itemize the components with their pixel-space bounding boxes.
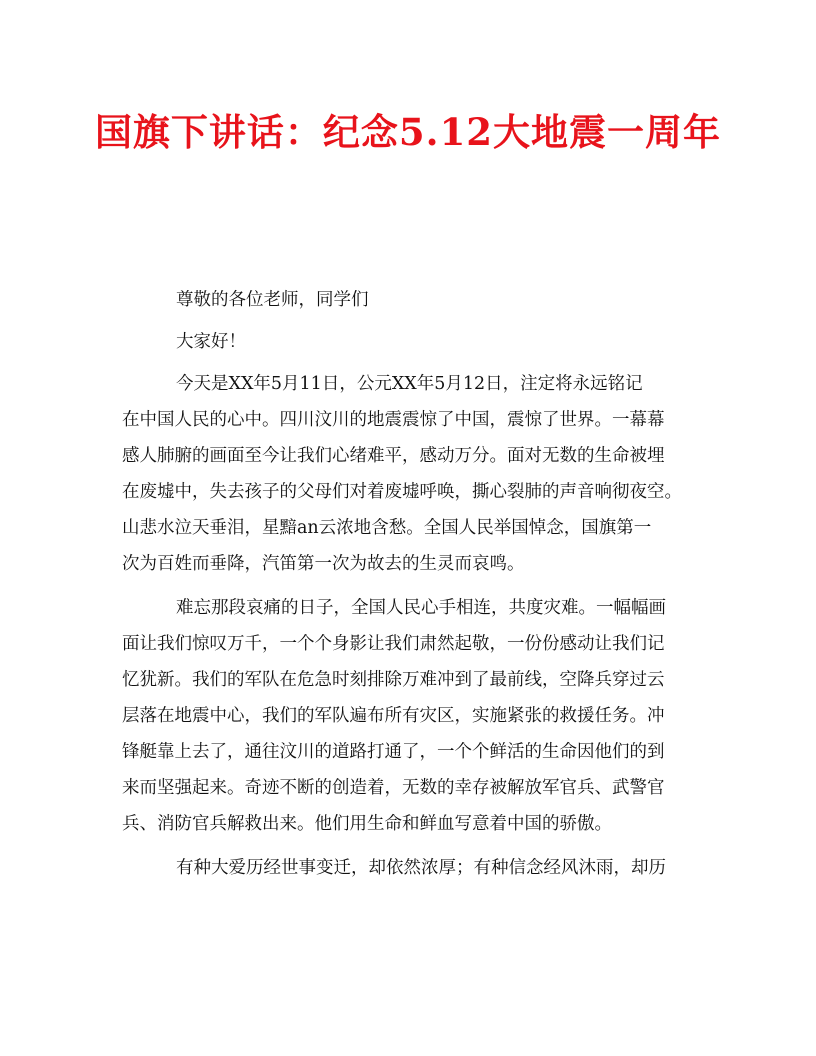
document-body <box>122 282 696 886</box>
greeting-line: 尊敬的各位老师，同学们 <box>176 290 369 310</box>
paragraph-line: 层落在地震中心，我们的军队遍布所有灾区，实施紧张的救援任务。冲 <box>122 706 665 726</box>
paragraph-line: 感人肺腑的画面至今让我们心绪难平，感动万分。面对无数的生命被埋 <box>122 446 665 466</box>
paragraph-line: 今天是XX年5月11日，公元XX年5月12日，注定将永远铭记 <box>176 374 643 394</box>
paragraph-line: 兵、消防官兵解救出来。他们用生命和鲜血写意着中国的骄傲。 <box>122 814 612 834</box>
paragraph-line: 面让我们惊叹万千，一个个身影让我们肃然起敬，一份份感动让我们记 <box>122 634 665 654</box>
paragraph-3 <box>122 850 696 886</box>
paragraph-line: 山悲水泣天垂泪，星黯an云浓地含愁。全国人民举国悼念，国旗第一 <box>122 518 652 538</box>
paragraph-2 <box>122 590 696 842</box>
paragraph-line: 忆犹新。我们的军队在危急时刻排除万难冲到了最前线，空降兵穿过云 <box>122 670 665 690</box>
paragraph-line: 来而坚强起来。奇迹不断的创造着，无数的幸存被解放军官兵、武警官 <box>122 778 665 798</box>
paragraph-line: 在废墟中，失去孩子的父母们对着废墟呼唤，撕心裂肺的声音响彻夜空。 <box>122 482 682 502</box>
paragraph-1 <box>122 366 696 582</box>
salutation-line: 大家好！ <box>176 332 246 352</box>
paragraph-line: 次为百姓而垂降，汽笛第一次为故去的生灵而哀鸣。 <box>122 554 525 574</box>
paragraph-line: 在中国人民的心中。四川汶川的地震震惊了中国，震惊了世界。一幕幕 <box>122 410 665 430</box>
paragraph-line: 锋艇靠上去了，通往汶川的道路打通了，一个个鲜活的生命因他们的到 <box>122 742 665 762</box>
paragraph-line: 有种大爱历经世事变迁，却依然浓厚；有种信念经风沐雨，却历 <box>176 858 666 878</box>
paragraph-line: 难忘那段哀痛的日子，全国人民心手相连，共度灾难。一幅幅画 <box>176 598 666 618</box>
document-title: 国旗下讲话：纪念5.12大地震一周年 <box>94 110 722 154</box>
